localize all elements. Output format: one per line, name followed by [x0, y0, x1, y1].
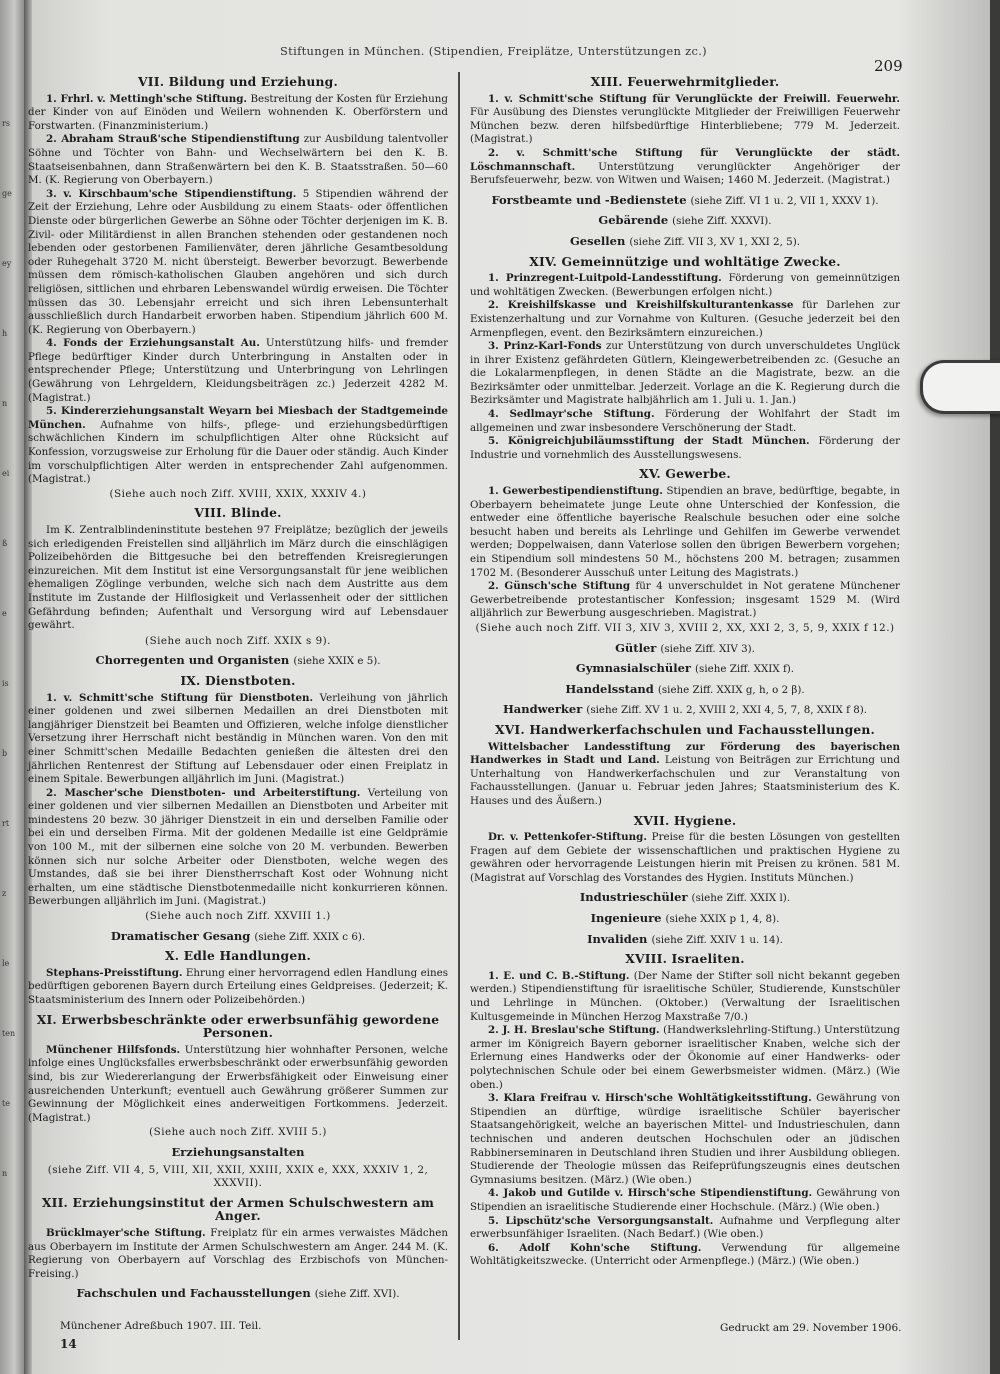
foundation-entry [470, 408, 900, 435]
foundation-description: Verwendung für allgemeine Wohltätigkeitszwecke. (Unterricht oder Armenpflege.) (März.) (Wie oben.) [470, 1241, 900, 1268]
entry-list [28, 1044, 448, 1126]
running-header: Stiftungen in München. (Stipendien, Freiplätze, Unterstützungen zc.) [280, 44, 707, 58]
subject-title: Chorregenten und Organisten [95, 653, 290, 668]
subject-ref: (siehe Ziff. XIV 3). [660, 642, 755, 655]
page-right-edge [990, 0, 1000, 1374]
foundation-description: Leistung von Beiträgen zur Errichtung und Unterhaltung von Handwerkerfachschulen und zur Veranstaltung von Fachausstellungen. (Januar u. Februar jeden Jahres; Staatsministerium des K. Hauses und des Äußern.) [470, 754, 900, 807]
foundation-description: Förderung der Industrie und vornehmlich des Ausstellungswesens. [470, 435, 900, 461]
section-heading: XVIII. Israeliten. [625, 951, 745, 967]
foundation-description: für 4 unverschuldet in Not geratene Münchener Gewerbetreibende protestantischer Konfession; insgesamt 1529 M. (Wird alljährlich zur Bewerbung ausgeschrieben. Magistrat.) [470, 580, 900, 620]
foundation-description: Unterstützung hier wohnhafter Personen, welche infolge eines Unglücksfalles erwerbsbeschränkt oder erwerbsunfähig geworden sind, bis zur Wiedererlangung der Erwerbsfähigkeit oder Einweisung einer ausreichenden Unterkunft; eventuell auch Gewährung größerer Summen zur Gewinnung der Möglichkeit eines anderweitigen Fortkommens. Jederzeit. (Magistrat.) [28, 1043, 448, 1124]
foundation-name: Stephans-Preisstiftung. [46, 966, 183, 979]
entry-list [28, 93, 448, 487]
foundation-entry [470, 93, 900, 147]
foundation-entry [28, 787, 448, 909]
foundation-name: 4. Fonds der Erziehungsanstalt Au. [46, 337, 260, 350]
subject-heading [28, 930, 448, 945]
foundation-name: Münchener Hilfsfonds. [46, 1043, 181, 1056]
subject-title: Erziehungsanstalten [171, 1144, 305, 1159]
foundation-name: 3. Prinz-Karl-Fonds [488, 340, 602, 353]
entry-list [470, 741, 900, 809]
subject-heading [470, 683, 900, 698]
foundation-entry [470, 340, 900, 408]
foundation-description: Aufnahme von hilfs-, pflege- und erziehungsbedürftigen schwächlichen Kindern im schulpflichtigen Alter ohne Rücksicht auf Konfession, vorzugsweise zur Erholung für die Dauer oder ständig. Auch Kinder im vorschulpflichtigen Alter werden in entsprechender Zahl aufgenommen. (Magistrat.) [28, 418, 449, 486]
foundation-description: (Handwerkslehrling-Stiftung.) Unterstützung armer im Königreich Bayern geborner israelitischer Knaben, welche sich der Erlernung eines Handwerks oder der Ökonomie auf einer Handwerks- oder polytechnischen Schule oder bei einem Gewerbsmeister widmen. (März.) (Wie oben.) [470, 1024, 900, 1091]
column-rule [458, 72, 460, 1340]
foundation-name: Wittelsbacher Landesstiftung zur Förderung des bayerischen Handwerkes in Stadt und Land. [470, 740, 900, 767]
foundation-entry [470, 147, 900, 188]
subject-heading [470, 891, 900, 906]
foundation-entry [470, 1024, 900, 1092]
previous-page-fragment: ge [2, 189, 12, 198]
foundation-entry [28, 692, 448, 787]
foundation-name: 1. Frhrl. v. Mettingh'sche Stiftung. [46, 92, 248, 105]
previous-page-fragment: ei [2, 469, 10, 478]
entry-list [28, 692, 448, 910]
entry-list [470, 831, 900, 885]
subject-ref: (siehe Ziff. VI 1 u. 2, VII 1, XXXV 1). [690, 194, 879, 207]
foundation-description: Für Ausübung des Dienstes verunglückte Mitglieder der Freiwilligen Feuerwehr München bezw. deren hilfsbedürftige Hinterbliebene; 779 M. Jederzeit. (Magistrat.) [470, 106, 900, 146]
foundation-name: 5. Lipschütz'sche Versorgungsanstalt. [488, 1214, 714, 1227]
foundation-name: 4. Jakob und Gutilde v. Hirsch'sche Stipendienstiftung. [488, 1187, 813, 1200]
subject-title: Gebärende [598, 213, 669, 228]
foundation-entry [28, 337, 448, 405]
foundation-description: Gewährung von Stipendien an israelitische Studierende einer Hochschule. (März.) (Wie oben.) [470, 1187, 900, 1213]
foundation-name: 2. v. Schmitt'sche Stiftung für Verunglückte der städt. Löschmannschaft. [470, 146, 900, 173]
previous-page-fragment: ey [2, 259, 12, 268]
foundation-entry [470, 485, 900, 580]
section-heading: VII. Bildung und Erziehung. [138, 74, 338, 89]
see-also: (Siehe auch noch Ziff. VII 3, XIV 3, XVIII 2, XX, XXI 2, 3, 5, 9, XXIX f 12.) [475, 621, 895, 634]
foundation-entry [28, 93, 448, 134]
foundation-name: 2. Günsch'sche Stiftung [488, 580, 631, 593]
previous-page-fragment: z [2, 889, 7, 898]
subject-heading [470, 235, 900, 250]
foundation-description: Freiplatz für ein armes verwaistes Mädchen aus Oberbayern im Institute der Armen Schulschwestern am Anger. 244 M. (K. Regierung von Oberbayern auf Vorschlag des Erzbischofs von München-Freising.) [28, 1226, 448, 1280]
foundation-entry [28, 1227, 448, 1281]
subject-ref: (siehe Ziff. XVI). [314, 1288, 400, 1301]
foundation-entry [470, 1242, 900, 1269]
subject-heading [470, 214, 900, 229]
foundation-name: Dr. v. Pettenkofer-Stiftung. [488, 831, 647, 844]
foundation-description: Bestreitung der Kosten für Erziehung der Kinder von auf Einöden und Weilern wohnenden K. Oberförstern und Forstwarten. (Finanzministerium.) [28, 92, 448, 132]
section-heading: X. Edle Handlungen. [165, 948, 311, 964]
foundation-entry [28, 1044, 448, 1126]
right-column [470, 70, 900, 1269]
subject-ref: (siehe Ziff. XV 1 u. 2, XVIII 2, XXI 4, 5, 7, 8, XXIX f 8). [586, 704, 868, 717]
entry-list [28, 1227, 448, 1281]
subject-title: Invaliden [587, 931, 648, 946]
subject-title: Industrieschüler [579, 890, 688, 905]
foundation-entry [28, 133, 448, 187]
see-also: (Siehe auch noch Ziff. XVIII 5.) [149, 1126, 327, 1139]
subject-title: Handelsstand [565, 681, 654, 696]
page-number: 209 [874, 57, 903, 75]
foundation-name: 1. v. Schmitt'sche Stiftung für Dienstboten. [46, 691, 314, 704]
subject-heading [28, 654, 448, 669]
section-heading: VIII. Blinde. [194, 505, 282, 521]
foundation-name: 3. v. Kirschbaum'sche Stipendienstiftung. [46, 187, 297, 200]
previous-page-fragment: h [2, 329, 8, 338]
foundation-description: (Der Name der Stifter soll nicht bekannt gegeben werden.) Stipendienstiftung für israelitische Schüler, Studierende, Kunstschüler und Lehrlinge in München. (Oktober.) (Verwaltung der Israelitischen Kultusgemeinde in München Herzog Maxstraße 7/0.) [470, 969, 900, 1023]
subject-ref: (siehe Ziff. XXIV 1 u. 14). [651, 933, 783, 946]
thumb-index-tab[interactable] [920, 360, 1000, 414]
foundation-entry [470, 580, 900, 621]
entry-list [470, 93, 900, 188]
foundation-name: 2. Abraham Strauß'sche Stipendienstiftung [46, 133, 300, 146]
foundation-description: Verteilung von einer goldenen und vier silbernen Medaillen an Dienstboten und Arbeiter mit mindestens 20 bezw. 30 jähriger Dienstzeit in ein und derselben Familie oder bei ein und derselben Firma. Mit der goldenen Medaille ist eine Geldprämie von 100 M., mit der silbernen eine solche von 20 M. verbunden. Bewerben können sich nur solche Arbeiter oder Dienstboten, welche wegen des Umstandes, daß sie bei ihrer Dienstherrschaft Kost oder Wohnung nicht erhalten, um eine städtische Dienstbotenmedaille nicht konkurrieren können. Bewerbungen alljährlich im Juni. (Magistrat.) [28, 786, 448, 908]
subject-ref: (siehe Ziff. XXXVI). [672, 215, 772, 228]
foundation-name: 4. Sedlmayr'sche Stiftung. [488, 408, 655, 421]
foundation-entry [470, 299, 900, 340]
foundation-description: Aufnahme und Verpflegung alter erwerbsunfähiger Israeliten. (Nach Bedarf.) (Wie oben.) [470, 1214, 900, 1241]
subject-title: Gütler [615, 640, 657, 655]
previous-page-fragment: ß [2, 539, 8, 548]
foundation-entry [28, 188, 448, 338]
footer-print-date: Gedruckt am 29. November 1906. [720, 1322, 902, 1334]
see-also: (Siehe auch noch Ziff. XVIII, XXIX, XXXIV 4.) [109, 487, 367, 500]
previous-page-fragment: te [2, 1099, 10, 1108]
previous-page-edge [0, 0, 24, 1374]
foundation-description: Ehrung einer hervorragend edlen Handlung eines bedürftigen geborenen Bayern durch Erteilung eines Geldpreises. (Jederzeit; K. Staatsministerium des Innern oder Polizeibehörden.) [28, 966, 448, 1006]
footer-sheet-number: 14 [60, 1337, 77, 1351]
section-heading: XVII. Hygiene. [633, 812, 737, 828]
previous-page-fragment: le [2, 959, 10, 968]
foundation-name: 2. J. H. Breslau'sche Stiftung. [488, 1024, 660, 1037]
left-column [28, 70, 448, 1306]
foundation-description: Preise für die besten Lösungen von gestellten Fragen auf dem Gebiete der wissenschaftlichen und praktischen Hygiene zu gewähren oder hervorragende Leistungen hierin mit Preisen zu krönen. 581 M. (Magistrat auf Vorschlag des Vorstandes des Hygien. Instituts München.) [470, 831, 900, 884]
subject-title: Forstbeamte und -Bedienstete [491, 192, 687, 207]
section-heading: XV. Gewerbe. [639, 466, 731, 482]
subject-title: Gymnasialschüler [575, 661, 691, 676]
foundation-name: 1. E. und C. B.-Stiftung. [488, 969, 630, 982]
foundation-name: 3. Klara Freifrau v. Hirsch'sche Wohltätigkeitsstiftung. [488, 1092, 812, 1105]
foundation-description: 5 Stipendien während der Zeit der Erziehung, Lehre oder Ausbildung zu einem Staats- oder öffentlichen Dienste oder bürgerlichen Gewerbe an Söhne oder Töchter derjenigen im K. B. Zivil- oder Militärdienst in allen Branchen stehenden oder gestandenen noch lebenden oder gestorbenen Familienväter, deren jährliche Gesamtbesoldung oder Ruhegehalt 3720 M. nicht übersteigt. Bewerber bevorzugt. Bewerbende müssen dem römisch-katholischen Glauben angehören und sich durch religiösen, sittlichen und ehrbaren Lebenswandel würdig erweisen. Die Töchter müssen das 30. Lebensjahr erreicht und sich ihren Lebensunterhalt ausschließlich durch Handarbeit erworben haben. Stipendium jährlich 600 M. (K. Regierung von Oberbayern.) [28, 187, 448, 336]
subject-ref: (siehe Ziff. XXIX c 6). [254, 930, 366, 943]
foundation-entry [470, 831, 900, 885]
section-heading: XI. Erwerbsbeschränkte oder erwerbsunfähig gewordene Personen. [36, 1011, 440, 1041]
previous-page-fragment: n [2, 1169, 8, 1178]
section-heading: IX. Dienstboten. [180, 672, 296, 688]
foundation-name: 6. Adolf Kohn'sche Stiftung. [488, 1241, 702, 1254]
entry-list [470, 485, 900, 621]
foundation-entry [470, 435, 900, 462]
foundation-entry [470, 272, 900, 299]
entry-list [470, 272, 900, 462]
foundation-entry [470, 1092, 900, 1187]
subject-ref: (siehe Ziff. VII 4, 5, VIII, XII, XXII, XXIII, XXIX e, XXX, XXXIV 1, 2, XXXVII). [47, 1163, 429, 1190]
previous-page-fragment: n [2, 399, 8, 408]
subject-title: Fachschulen und Fachausstellungen [76, 1286, 311, 1301]
foundation-name: 1. v. Schmitt'sche Stiftung für Verunglückte der Freiwill. Feuerwehr. [488, 92, 900, 105]
subject-ref: (siehe Ziff. VII 3, XV 1, XXI 2, 5). [629, 235, 800, 248]
foundation-entry [470, 1187, 900, 1214]
subject-title: Gesellen [569, 233, 626, 248]
foundation-entry [470, 741, 900, 809]
subject-title: Dramatischer Gesang [110, 928, 251, 943]
foundation-entry [28, 405, 448, 487]
foundation-description: zur Unterstützung von durch unverschuldetes Unglück in ihrer Existenz gefährdeten Gütlern, Kleingewerbetreibenden zc. (Gesuche an die Lokalarmenpflegen, in denen Städte an die Magistrate, bezw. an die Bezirksämter oder unmittelbar. Jederzeit. Vorlage an die K. Regierung durch die Bezirksämter und Magistrate halbjährlich am 1. Juli u. 1. Jan.) [470, 340, 900, 407]
foundation-entry [28, 967, 448, 1008]
subject-ref: (siehe XXIX p 1, 4, 8). [665, 913, 780, 926]
subject-heading [470, 662, 900, 677]
foundation-name: 2. Kreishilfskasse und Kreishilfskulturantenkasse [488, 299, 794, 312]
foundation-description: für Darlehen zur Existenzerhaltung und zur Vornahme von Kulturen. (Gesuche jederzeit bei den Armenpflegen, event. den Bezirksämtern einzureichen.) [470, 299, 901, 339]
previous-page-fragment: is [2, 679, 9, 688]
previous-page-fragment: b [2, 749, 8, 758]
foundation-entry [470, 1215, 900, 1242]
subject-title: Handwerker [502, 702, 583, 717]
subject-heading [470, 703, 900, 718]
previous-page-fragment: rs [2, 119, 10, 128]
subject-ref: (siehe XXIX e 5). [293, 655, 381, 668]
previous-page-fragment: rt [2, 819, 10, 828]
section-text: Im K. Zentralblindeninstitute bestehen 97 Freiplätze; bezüglich der jeweils sich erledigenden Freistellen sind alljährlich im März durch die einschlägigen Polizeibehörden die Bittgesuche bei den betreffenden Kreisregierungen einzureichen. Mit dem Institut ist eine Versorgungsanstalt für jene weiblichen ehemaligen Zöglinge verbunden, welche sich nach dem Austritte aus dem Institute im Zustande der Hilflosigkeit und Verlassenheit oder der sittlichen Gefährdung befinden; Aufenthalt und Versorgung wird auf Lebensdauer gewährt. [28, 524, 448, 632]
subject-heading [470, 642, 900, 657]
footer-publication: Münchener Adreßbuch 1907. III. Teil. [60, 1320, 262, 1332]
foundation-description: Verleihung von jährlich einer goldenen und zwei silbernen Medaillen an drei Dienstboten mit langjähriger Dienstzeit bei Beamten und Offizieren, welche infolge dienstlicher Versetzung ihrer Herrschaft nicht beständig in München waren. Von den mit einer Schmitt'schen Medaille Bedachten genießen die ältesten drei den jährlichen Rentenrest der Stiftung auf Lebensdauer oder einen Freiplatz in einem Spitale. Bewerbungen alljährlich im Juni. (Magistrat.) [28, 691, 448, 786]
foundation-description: Unterstützung hilfs- und fremder Pflege bedürftiger Kinder durch Unterbringung in Anstalten oder in entsprechender Pflege; Unterstützung und Unterbringung von Lehrlingen (Gewährung von Lehrgeldern, Kleidungsbeiträgen zc.) Jederzeit 4282 M. (Magistrat.) [28, 337, 448, 404]
entry-list [28, 967, 448, 1008]
foundation-name: 2. Mascher'sche Dienstboten- und Arbeiterstiftung. [46, 786, 361, 799]
entry-list [470, 970, 900, 1269]
section-heading: XVI. Handwerkerfachschulen und Fachausstellungen. [494, 721, 876, 737]
section-heading: XII. Erziehungsinstitut der Armen Schulschwestern am Anger. [41, 1194, 435, 1224]
previous-page-fragment: ten [2, 1029, 16, 1038]
foundation-description: zur Ausbildung talentvoller Söhne und Töchter von Bahn- und Wechselwärtern bei den K. B. Staatseisenbahnen, dann Straßenwärtern bei den K. B. Staatsstraßen. 50—60 M. (K. Regierung von Oberbayern.) [28, 133, 449, 187]
subject-heading [470, 933, 900, 948]
see-also: (Siehe auch noch Ziff. XXVIII 1.) [145, 910, 331, 923]
subject-ref: (siehe Ziff. XXIX f). [695, 663, 795, 676]
foundation-name: 5. Kindererziehungsanstalt Weyarn bei Miesbach der Stadtgemeinde München. [28, 405, 448, 431]
foundation-description: Förderung von gemeinnützigen und wohltätigen Zwecken. (Bewerbungen erfolgen nicht.) [470, 272, 900, 298]
foundation-name: 1. Gewerbestipendienstiftung. [488, 485, 663, 498]
subject-ref: (siehe Ziff. XXIX g, h, o 2 β). [657, 683, 805, 696]
subject-title: Ingenieure [590, 911, 662, 926]
subject-heading [28, 1287, 448, 1302]
foundation-description: Stipendien an brave, bedürftige, begabte, in Oberbayern beheimatete junge Leute ohne Unterschied der Konfession, die entweder eine öffentliche bayerische Realschule besuchen oder eine solche besucht haben und bereits als Lehrlinge und Gehilfen im Gewerbe verwendet werden; Doppelwaisen, dann Vaterlose sollen den übrigen Bewerbern vorgehen; ein Stipendium soll mindestens 50 M., höchstens 200 M. betragen; zusammen 1702 M. (Besonderer Ausschuß unter Leitung des Magistrats.) [470, 485, 900, 579]
foundation-name: 1. Prinzregent-Luitpold-Landesstiftung. [488, 272, 722, 285]
foundation-name: Brücklmayer'sche Stiftung. [46, 1226, 206, 1239]
foundation-description: Förderung der Wohlfahrt der Stadt im allgemeinen und zwar insbesondere Verschönerung der Stadt. [470, 408, 901, 434]
subject-heading [470, 194, 900, 209]
foundation-name: 5. Königreichjubiläumsstiftung der Stadt München. [488, 435, 810, 448]
subject-heading [28, 1146, 448, 1160]
foundation-entry [470, 970, 900, 1024]
previous-page-fragment: e [2, 609, 7, 618]
section-heading: XIII. Feuerwehrmitglieder. [590, 74, 780, 89]
foundation-description: Gewährung von Stipendien an dürftige, würdige israelitische Schüler bayerischer Staatsangehörigkeit, welche an bayerischen Mittel- und Industrieschulen, dann technischen und anderen deutschen Hochschulen oder an jüdischen Rabbinerseminaren in Deutschland ihren Studien und ihrer Ausbildung obliegen. Studierende der Theologie müssen das Reifeprüfungszeugnis eines deutschen Gymnasiums besitzen. (März.) (Wie oben.) [470, 1092, 900, 1186]
see-also: (Siehe auch noch Ziff. XXIX s 9). [145, 634, 331, 647]
subject-ref: (siehe Ziff. XXIX l). [691, 892, 791, 905]
foundation-description: Unterstützung verunglückter Angehöriger der Berufsfeuerwehr, bezw. von Witwen und Waisen; 1460 M. Jederzeit. (Magistrat.) [470, 160, 900, 187]
section-heading: XIV. Gemeinnützige und wohltätige Zwecke. [529, 253, 841, 269]
subject-heading [470, 912, 900, 927]
